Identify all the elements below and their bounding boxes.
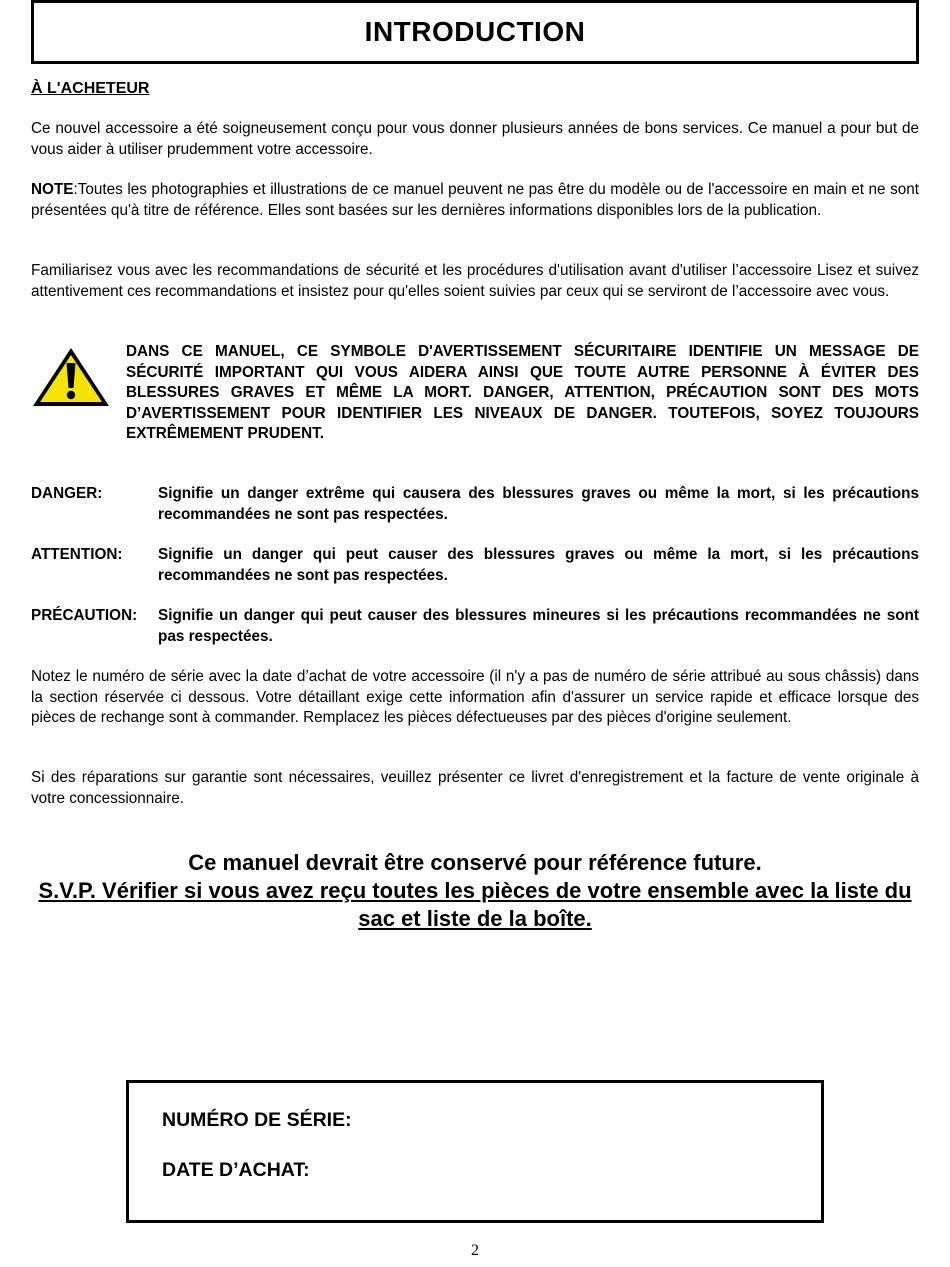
warranty-paragraph: Si des réparations sur garantie sont nécessaires, veuillez présenter ce livret d'enregistrement et la facture de vente originale à votre concessionnaire.: [31, 769, 919, 807]
closing-notice: [31, 849, 919, 933]
definition-desc: Signifie un danger qui peut causer des blessures mineures si les précautions recommandées ne sont pas respectées.: [158, 607, 919, 645]
section-heading: À L'ACHETEUR: [31, 80, 150, 97]
closing-line-keep-manual: Ce manuel devrait être conservé pour référence future.: [188, 850, 762, 875]
definition-term: DANGER:: [31, 485, 103, 502]
familiarize-paragraph: Familiarisez vous avec les recommandations de sécurité et les procédures d'utilisation avant d'utiliser l’accessoire Lisez et suivez attentivement ces recommandations et insistez pour qu'elles soient suivies par ceux qui se serviront de l’accessoire avec vous.: [31, 262, 919, 300]
definition-term: ATTENTION:: [31, 546, 123, 563]
page-title: INTRODUCTION: [364, 16, 586, 47]
note-paragraph: [31, 180, 919, 221]
intro-paragraph: Ce nouvel accessoire a été soigneusement conçu pour vous donner plusieurs années de bons services. Ce manuel a pour but de vous aider à utiliser prudemment votre accessoire.: [31, 120, 919, 158]
safety-alert-triangle-icon: [31, 346, 111, 408]
definition-desc: Signifie un danger qui peut causer des blessures graves ou même la mort, si les précautions recommandées ne sont pas respectées.: [158, 546, 919, 584]
serial-number-label: NUMÉRO DE SÉRIE:: [162, 1109, 352, 1131]
serial-number-paragraph: Notez le numéro de série avec la date d’achat de votre accessoire (il n'y a pas de numéro de série attribué au sous châssis) dans la section réservée ci dessous. Votre détaillant exige cette information afin d'assurer un service rapide et efficace lorsque des pièces de rechange sont à commander. Remplacez les pièces défectueuses par des pièces d'origine seulement.: [31, 668, 919, 726]
definition-term: PRÉCAUTION:: [31, 607, 138, 624]
closing-line-check-parts: S.V.P. Vérifier si vous avez reçu toutes les pièces de votre ensemble avec la liste du sac et liste de la boîte.: [38, 878, 912, 931]
page-number: 2: [471, 1242, 479, 1259]
title-box: [31, 0, 919, 64]
purchase-date-label: DATE D’ACHAT:: [162, 1159, 310, 1181]
note-label: NOTE: [31, 181, 74, 198]
serial-info-box: [126, 1080, 824, 1223]
definition-desc: Signifie un danger extrême qui causera des blessures graves ou même la mort, si les précautions recommandées ne sont pas respectées.: [158, 485, 919, 523]
warning-text: DANS CE MANUEL, CE SYMBOLE D'AVERTISSEMENT SÉCURITAIRE IDENTIFIE UN MESSAGE DE SÉCURITÉ IMPORTANT QUI VOUS AIDERA AINSI QUE TOUTE AUTRE PERSONNE À ÉVITER DES BLESSURES GRAVES ET MÊME LA MORT. DANGER, ATTENTION, PRÉCAUTION SONT DES MOTS D’AVERTISSEMENT POUR IDENTIFIER LES NIVEAUX DE DANGER. TOUTEFOIS, SOYEZ TOUJOURS EXTRÊMEMENT PRUDENT.: [126, 343, 919, 442]
note-text: :Toutes les photographies et illustrations de ce manuel peuvent ne pas être du modèle ou de l'accessoire en main et ne sont présentées qu'à titre de référence. Elles sont basées sur les dernières informations disponibles lors de la publication.: [31, 181, 919, 219]
